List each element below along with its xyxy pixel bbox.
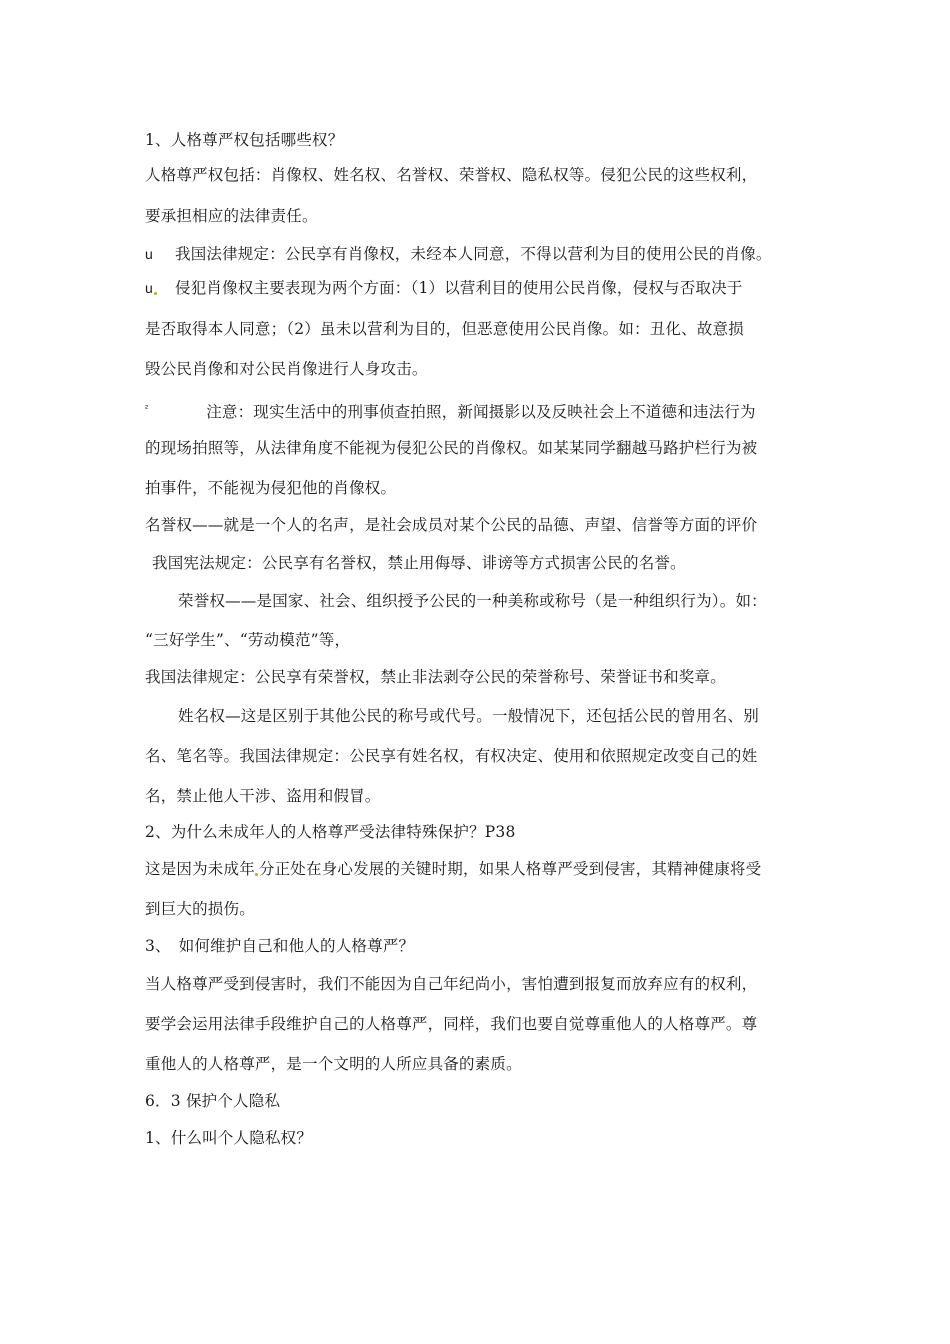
bullet-marker: u <box>145 280 153 296</box>
paragraph-line: 重他人的人格尊严，是一个文明的人所应具备的素质。 <box>145 1055 522 1073</box>
paragraph-line: 姓名权—这是区别于其他公民的称号或代号。一般情况下，还包括公民的曾用名、别 <box>178 707 759 725</box>
paragraph-line: 人格尊严权包括：肖像权、姓名权、名誉权、荣誉权、隐私权等。侵犯公民的这些权利， <box>145 166 758 184</box>
paragraph-line: 要学会运用法律手段维护自己的人格尊严，同样，我们也要自觉尊重他人的人格尊严。尊 <box>145 1015 758 1033</box>
paragraph-line: 我国宪法规定：公民享有名誉权，禁止用侮辱、诽谤等方式损害公民的名誉。 <box>152 554 686 572</box>
paragraph-line: 到巨大的损伤。 <box>145 900 255 918</box>
paragraph-line: 我国法律规定：公民享有荣誉权，禁止非法剥夺公民的荣誉称号、荣誉证书和奖章。 <box>145 668 726 686</box>
question-2-heading: 2、为什么未成年人的人格尊严受法律特殊保护？P38 <box>145 823 516 841</box>
bullet-marker: ² <box>145 403 149 413</box>
paragraph-line: 当人格尊严受到侵害时，我们不能因为自己年纪尚小，害怕遭到报复而放弃应有的权利， <box>145 975 758 993</box>
paragraph-line: 的现场拍照等，从法律角度不能视为侵犯公民的肖像权。如某某同学翻越马路护栏行为被 <box>145 439 758 457</box>
question-1-heading: 1、人格尊严权包括哪些权？ <box>145 131 344 149</box>
paragraph-line: 名，禁止他人干涉、盗用和假冒。 <box>145 787 381 805</box>
bullet-item-portrait-infringement: u 侵犯肖像权主要表现为两个方面：（1）以营利目的使用公民肖像，侵权与否取决于 <box>145 279 743 297</box>
bullet-marker: u <box>145 246 153 262</box>
paragraph-line: 是否取得本人同意；（2）虽未以营利为目的，但恶意使用公民肖像。如：丑化、故意损 <box>145 320 744 338</box>
bullet-item-portrait-law: u 我国法律规定：公民享有肖像权，未经本人同意，不得以营利为目的使用公民的肖像。 <box>145 245 772 263</box>
section-heading: 6．3 保护个人隐私 <box>145 1092 281 1110</box>
paragraph-line: 名、笔名等。我国法律规定：公民享有姓名权，有权决定、使用和依照规定改变自己的姓 <box>145 747 758 765</box>
paragraph-line: 名誉权——就是一个人的名声，是社会成员对某个公民的品德、声望、信誉等方面的评价 <box>145 516 758 534</box>
question-3-heading: 3、 如何维护自己和他人的人格尊严？ <box>145 937 415 955</box>
paragraph-line: “三好学生”、“劳动模范”等， <box>145 631 351 649</box>
paragraph-line: 拍事件，不能视为侵犯他的肖像权。 <box>145 479 397 497</box>
paragraph-line: 这是因为未成年 分正处在身心发展的关键时期，如果人格尊严受到侵害，其精神健康将受 <box>145 860 762 878</box>
paragraph-line: 荣誉权——是国家、社会、组织授予公民的一种美称或称号（是一种组织行为）。如： <box>178 592 767 610</box>
question-heading: 1、什么叫个人隐私权？ <box>145 1129 313 1147</box>
bullet-item-note: $^{^2}$ 注意：现实生活中的刑事侦查拍照，新闻摄影以及反映社会上不道德和违法行为 <box>145 403 756 421</box>
mark-dot <box>154 292 157 295</box>
paragraph-line: 毁公民肖像和对公民肖像进行人身攻击。 <box>145 360 428 378</box>
paragraph-line: 要承担相应的法律责任。 <box>145 207 318 225</box>
